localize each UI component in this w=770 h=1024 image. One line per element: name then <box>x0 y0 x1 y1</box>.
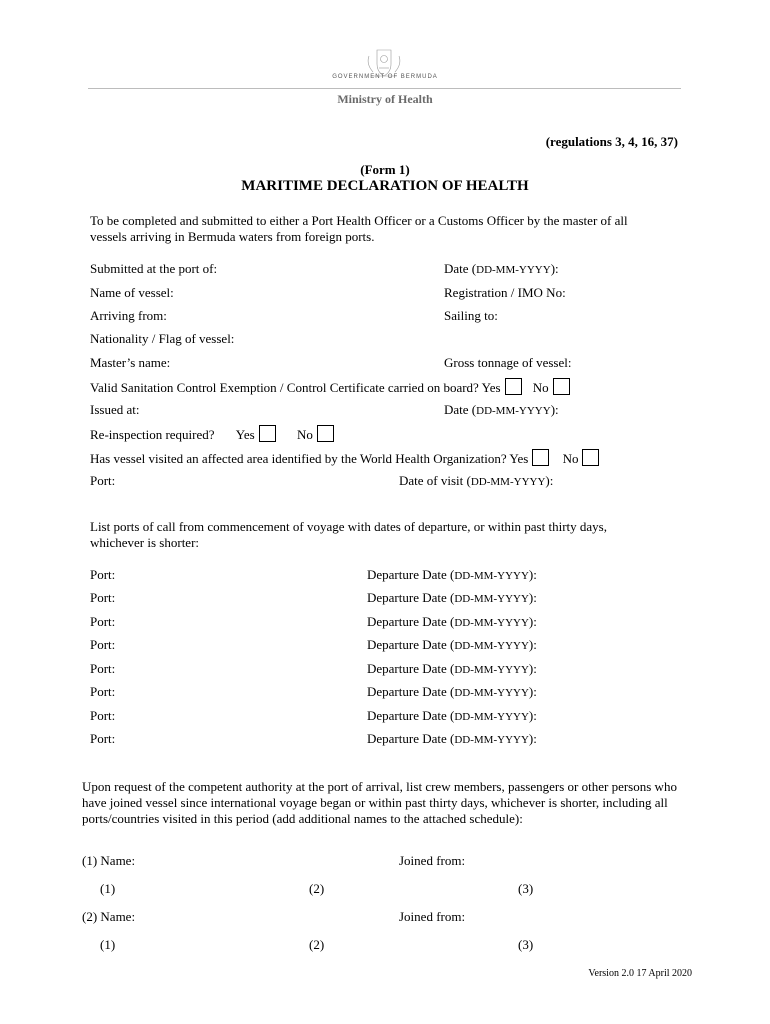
reinspection-question <box>90 425 334 443</box>
crew-port-slot: (3) <box>518 937 534 952</box>
departure-date-field: Departure Date (DD-MM-YYYY): <box>367 731 537 746</box>
intro-line-2: vessels arriving in Bermuda waters from foreign ports. <box>90 229 375 244</box>
form-number: (Form 1) <box>360 162 410 177</box>
form-title: MARITIME DECLARATION OF HEALTH <box>241 178 529 194</box>
reinspection-no-label: No <box>296 427 313 442</box>
sanitation-question-text: Valid Sanitation Control Exemption / Control Certificate carried on board? <box>90 380 479 395</box>
visit-port-label: Port: <box>90 473 116 488</box>
sanitation-no-label: No <box>532 380 549 395</box>
government-label: GOVERNMENT OF BERMUDA <box>332 74 438 80</box>
submitted-port-label: Submitted at the port of: <box>90 261 218 276</box>
port-row-label: Port: <box>90 661 116 676</box>
who-yes-label: Yes <box>509 451 529 466</box>
date-field: Date (DD-MM-YYYY): <box>444 261 559 276</box>
date-of-visit-field: Date of visit (DD-MM-YYYY): <box>399 473 554 488</box>
issued-date-field: Date (DD-MM-YYYY): <box>444 402 559 417</box>
port-row-label: Port: <box>90 684 116 699</box>
crew-port-slot: (2) <box>309 937 325 952</box>
ports-intro-line-2: whichever is shorter: <box>90 535 200 550</box>
crew-port-slot: (3) <box>518 881 534 896</box>
port-row-label: Port: <box>90 590 116 605</box>
crew-intro-line-3: ports/countries visited in this period (add additional names to the attached schedule): <box>82 811 523 826</box>
crew-port-slot: (1) <box>100 881 116 896</box>
master-name-label: Master’s name: <box>90 355 171 370</box>
crew-port-slot: (1) <box>100 937 116 952</box>
arriving-from-label: Arriving from: <box>90 308 167 323</box>
header-divider <box>88 88 681 89</box>
nationality-label: Nationality / Flag of vessel: <box>90 331 235 346</box>
departure-date-field: Departure Date (DD-MM-YYYY): <box>367 684 537 699</box>
crew-port-slot: (2) <box>309 881 325 896</box>
gross-tonnage-label: Gross tonnage of vessel: <box>444 355 572 370</box>
port-row-label: Port: <box>90 708 116 723</box>
departure-date-field: Departure Date (DD-MM-YYYY): <box>367 567 537 582</box>
version-footer: Version 2.0 17 April 2020 <box>588 968 692 979</box>
crew-name-label: (2) Name: <box>82 909 136 924</box>
reinspection-no-checkbox[interactable] <box>317 425 334 442</box>
sailing-to-label: Sailing to: <box>444 308 498 323</box>
registration-label: Registration / IMO No: <box>444 285 566 300</box>
who-question <box>90 449 599 467</box>
issued-at-label: Issued at: <box>90 402 140 417</box>
who-no-checkbox[interactable] <box>582 449 599 466</box>
who-yes-checkbox[interactable] <box>532 449 549 466</box>
port-row-label: Port: <box>90 614 116 629</box>
sanitation-question <box>90 378 570 396</box>
port-row-label: Port: <box>90 637 116 652</box>
crew-intro-line-1: Upon request of the competent authority at the port of arrival, list crew members, passengers or other persons who <box>82 779 677 794</box>
crew-intro-line-2: have joined vessel since international voyage began or within past thirty days, whichever is shorter, including all <box>82 795 668 810</box>
departure-date-field: Departure Date (DD-MM-YYYY): <box>367 708 537 723</box>
departure-date-field: Departure Date (DD-MM-YYYY): <box>367 661 537 676</box>
departure-date-field: Departure Date (DD-MM-YYYY): <box>367 637 537 652</box>
ports-intro-line-1: List ports of call from commencement of voyage with dates of departure, or within past thirty days, <box>90 519 607 534</box>
departure-date-field: Departure Date (DD-MM-YYYY): <box>367 614 537 629</box>
sanitation-yes-checkbox[interactable] <box>505 378 522 395</box>
reinspection-text: Re-inspection required? <box>90 427 215 442</box>
port-row-label: Port: <box>90 567 116 582</box>
vessel-name-label: Name of vessel: <box>90 285 174 300</box>
intro-line-1: To be completed and submitted to either a Port Health Officer or a Customs Officer by the master of all <box>90 213 628 228</box>
crew-joined-label: Joined from: <box>399 853 466 868</box>
reinspection-yes-label: Yes <box>235 427 255 442</box>
port-row-label: Port: <box>90 731 116 746</box>
reinspection-yes-checkbox[interactable] <box>259 425 276 442</box>
sanitation-no-checkbox[interactable] <box>553 378 570 395</box>
departure-date-field: Departure Date (DD-MM-YYYY): <box>367 590 537 605</box>
ministry-name: Ministry of Health <box>337 92 433 106</box>
sanitation-yes-label: Yes <box>481 380 501 395</box>
crew-joined-label: Joined from: <box>399 909 466 924</box>
crew-name-label: (1) Name: <box>82 853 136 868</box>
regulations-reference: (regulations 3, 4, 16, 37) <box>545 134 678 149</box>
who-no-label: No <box>562 451 579 466</box>
who-question-text: Has vessel visited an affected area identified by the World Health Organization? <box>90 451 507 466</box>
